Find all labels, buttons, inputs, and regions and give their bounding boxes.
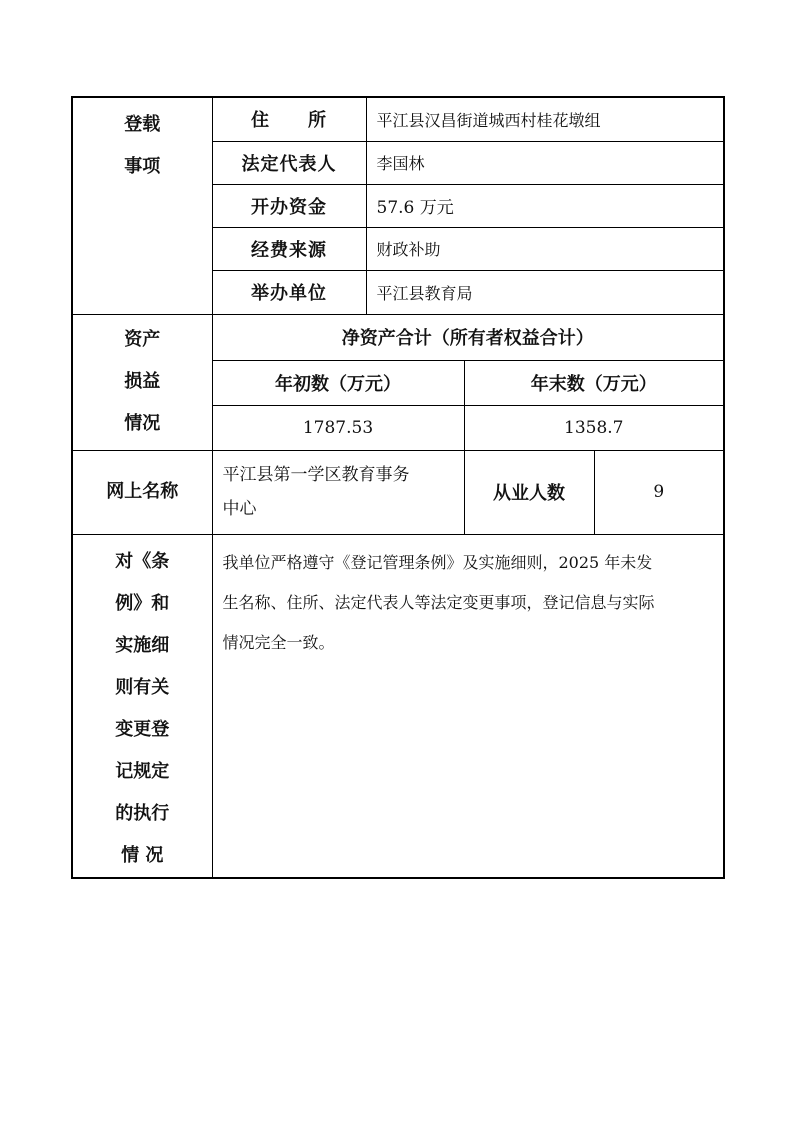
funding-label: 经费来源 xyxy=(212,227,366,270)
registration-category-cell xyxy=(72,97,212,314)
compliance-category-line: 实施细 xyxy=(115,634,170,656)
compliance-category-cell xyxy=(72,534,212,878)
online-name-line: 中心 xyxy=(222,499,257,519)
legal-rep-value: 李国林 xyxy=(366,141,724,184)
end-value-label: 年末数（万元） xyxy=(464,360,724,405)
address-value: 平江县汉昌街道城西村桂花墩组 xyxy=(366,97,724,141)
staff-count-label: 从业人数 xyxy=(464,450,594,534)
compliance-category-line: 情 况 xyxy=(121,844,164,866)
online-name-value xyxy=(212,450,464,534)
registration-category-line: 事项 xyxy=(124,156,161,177)
compliance-category-line: 的执行 xyxy=(115,802,170,824)
assets-category-line: 资产 xyxy=(124,329,161,350)
online-name-label: 网上名称 xyxy=(72,450,212,534)
compliance-text-line: 我单位严格遵守《登记管理条例》及实施细则，2025 年未发 xyxy=(222,552,653,572)
online-name-line: 平江县第一学区教育事务 xyxy=(222,465,410,485)
compliance-text-line: 生名称、住所、法定代表人等法定变更事项，登记信息与实际 xyxy=(222,592,655,612)
funding-value: 财政补助 xyxy=(366,227,724,270)
assets-category-line: 情况 xyxy=(124,413,161,434)
compliance-category-line: 则有关 xyxy=(115,676,170,698)
begin-value-label: 年初数（万元） xyxy=(212,360,464,405)
legal-rep-label: 法定代表人 xyxy=(212,141,366,184)
compliance-category-line: 对《条 xyxy=(115,550,170,572)
begin-value: 1787.53 xyxy=(212,405,464,450)
compliance-description xyxy=(212,534,724,878)
compliance-category-line: 记规定 xyxy=(115,760,170,782)
capital-value: 57.6 万元 xyxy=(366,184,724,227)
sponsor-value: 平江县教育局 xyxy=(366,270,724,314)
compliance-category-line: 变更登 xyxy=(115,718,170,740)
capital-label: 开办资金 xyxy=(212,184,366,227)
assets-category-cell xyxy=(72,314,212,450)
sponsor-label: 举办单位 xyxy=(212,270,366,314)
assets-category-line: 损益 xyxy=(124,371,161,392)
compliance-text-line: 情况完全一致。 xyxy=(222,632,335,652)
staff-count-value: 9 xyxy=(594,450,724,534)
registration-category-line: 登载 xyxy=(124,114,161,135)
net-assets-header: 净资产合计（所有者权益合计） xyxy=(212,314,724,360)
compliance-category-line: 例》和 xyxy=(115,592,170,614)
annual-report-form xyxy=(71,96,725,879)
address-label: 住 所 xyxy=(212,97,366,141)
end-value: 1358.7 xyxy=(464,405,724,450)
